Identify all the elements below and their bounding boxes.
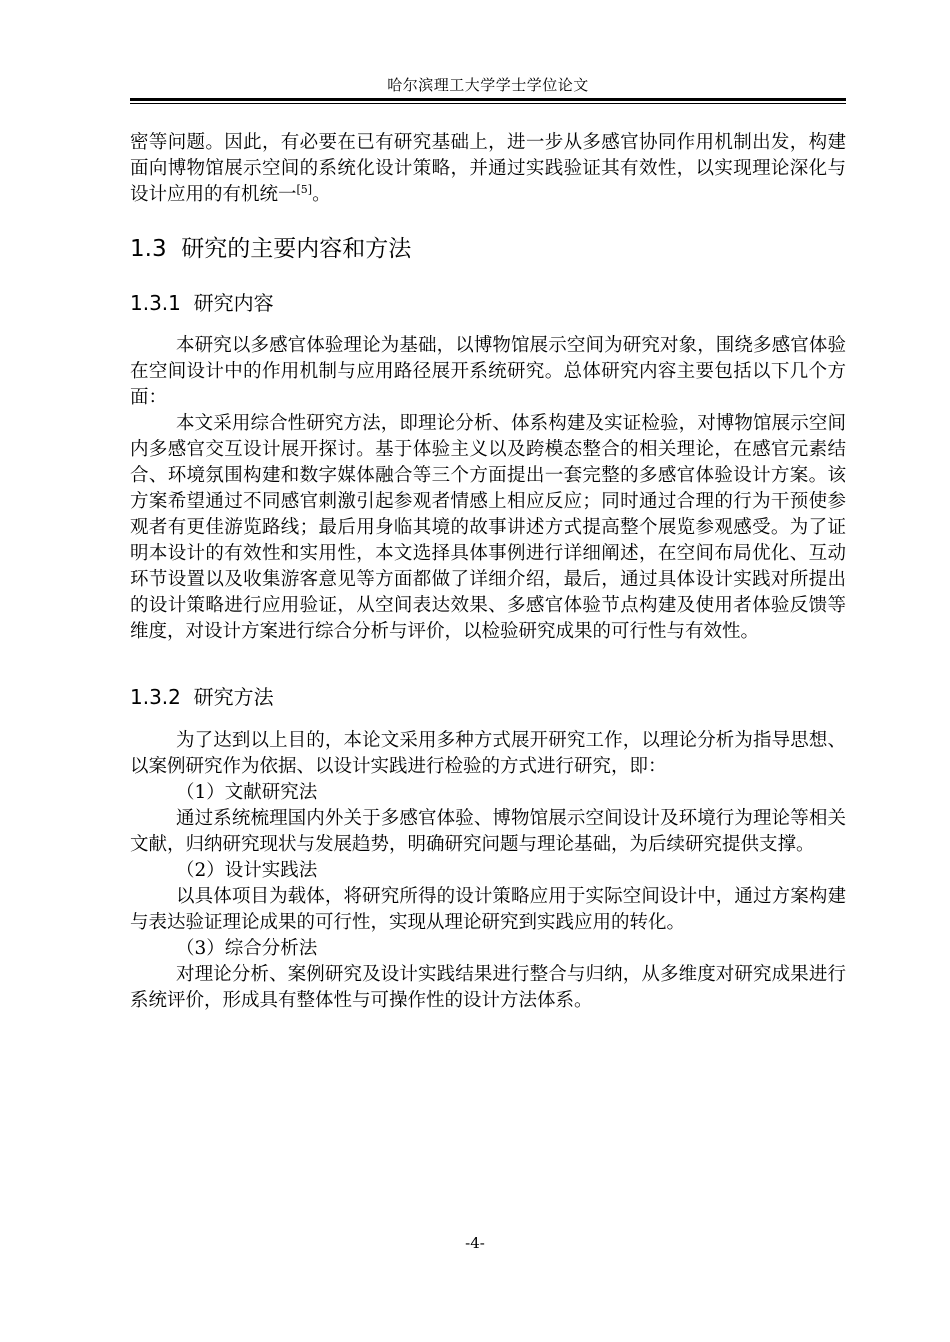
subsection-number: 1.3.2 bbox=[130, 685, 181, 709]
page-body bbox=[130, 130, 846, 1014]
subsection-heading-1-3-1 bbox=[130, 287, 846, 316]
intro-paragraph bbox=[130, 130, 846, 208]
citation-reference[interactable]: [5] bbox=[296, 182, 313, 196]
method-label: （3）综合分析法 bbox=[176, 938, 318, 959]
header-rule-thin bbox=[130, 103, 846, 104]
subsection-heading-1-3-2 bbox=[130, 681, 846, 710]
method-label: （1）文献研究法 bbox=[176, 782, 318, 803]
method-label: （2）设计实践法 bbox=[176, 860, 318, 881]
intro-paragraph-end: 。 bbox=[312, 184, 331, 205]
method-description: 通过系统梳理国内外关于多感官体验、博物馆展示空间设计及环境行为理论等相关文献，归纳研究现状与发展趋势，明确研究问题与理论基础，为后续研究提供支撑。 bbox=[130, 808, 846, 855]
content-paragraph: 本研究以多感官体验理论为基础，以博物馆展示空间为研究对象，围绕多感官体验在空间设计中的作用机制与应用路径展开系统研究。总体研究内容主要包括以下几个方面： bbox=[130, 335, 846, 408]
method-description: 对理论分析、案例研究及设计实践结果进行整合与归纳，从多维度对研究成果进行系统评价，形成具有整体性与可操作性的设计方法体系。 bbox=[130, 964, 846, 1011]
header-rule-thick bbox=[130, 98, 846, 101]
subsection-number: 1.3.1 bbox=[130, 291, 181, 315]
subsection-title: 研究内容 bbox=[193, 291, 274, 315]
subsection-title: 研究方法 bbox=[193, 685, 274, 709]
method-description: 以具体项目为载体，将研究所得的设计策略应用于实际空间设计中，通过方案构建与表达验证理论成果的可行性，实现从理论研究到实践应用的转化。 bbox=[130, 886, 846, 933]
page-number: -4- bbox=[465, 1234, 485, 1252]
section-title: 研究的主要内容和方法 bbox=[181, 236, 412, 262]
running-header-title: 哈尔滨理工大学学士学位论文 bbox=[387, 76, 589, 94]
content-paragraph: 本文采用综合性研究方法，即理论分析、体系构建及实证检验，对博物馆展示空间内多感官交互设计展开探讨。基于体验主义以及跨模态整合的相关理论，在感官元素结合、环境氛围构建和数字媒体融合等三个方面提出一套完整的多感官体验设计方案。该方案希望通过不同感官刺激引起参观者情感上相应反应；同时通过合理的行为干预使参观者有更佳游览路线；最后用身临其境的故事讲述方式提高整个展览参观感受。为了证明本设计的有效性和实用性，本文选择具体事例进行详细阐述，在空间布局优化、互动环节设置以及收集游客意见等方面都做了详细介绍，最后，通过具体设计实践对所提出的设计策略进行应用验证，从空间表达效果、多感官体验节点构建及使用者体验反馈等维度，对设计方案进行综合分析与评价，以检验研究成果的可行性与有效性。 bbox=[130, 413, 846, 642]
section-number: 1.3 bbox=[130, 236, 167, 262]
methods-intro-paragraph: 为了达到以上目的，本论文采用多种方式展开研究工作，以理论分析为指导思想、以案例研究作为依据、以设计实践进行检验的方式进行研究，即： bbox=[130, 730, 846, 777]
section-heading-1-3 bbox=[130, 230, 846, 263]
intro-paragraph-text: 密等问题。因此，有必要在已有研究基础上，进一步从多感官协同作用机制出发，构建面向博物馆展示空间的系统化设计策略，并通过实践验证其有效性，以实现理论深化与设计应用的有机统一 bbox=[130, 132, 846, 205]
